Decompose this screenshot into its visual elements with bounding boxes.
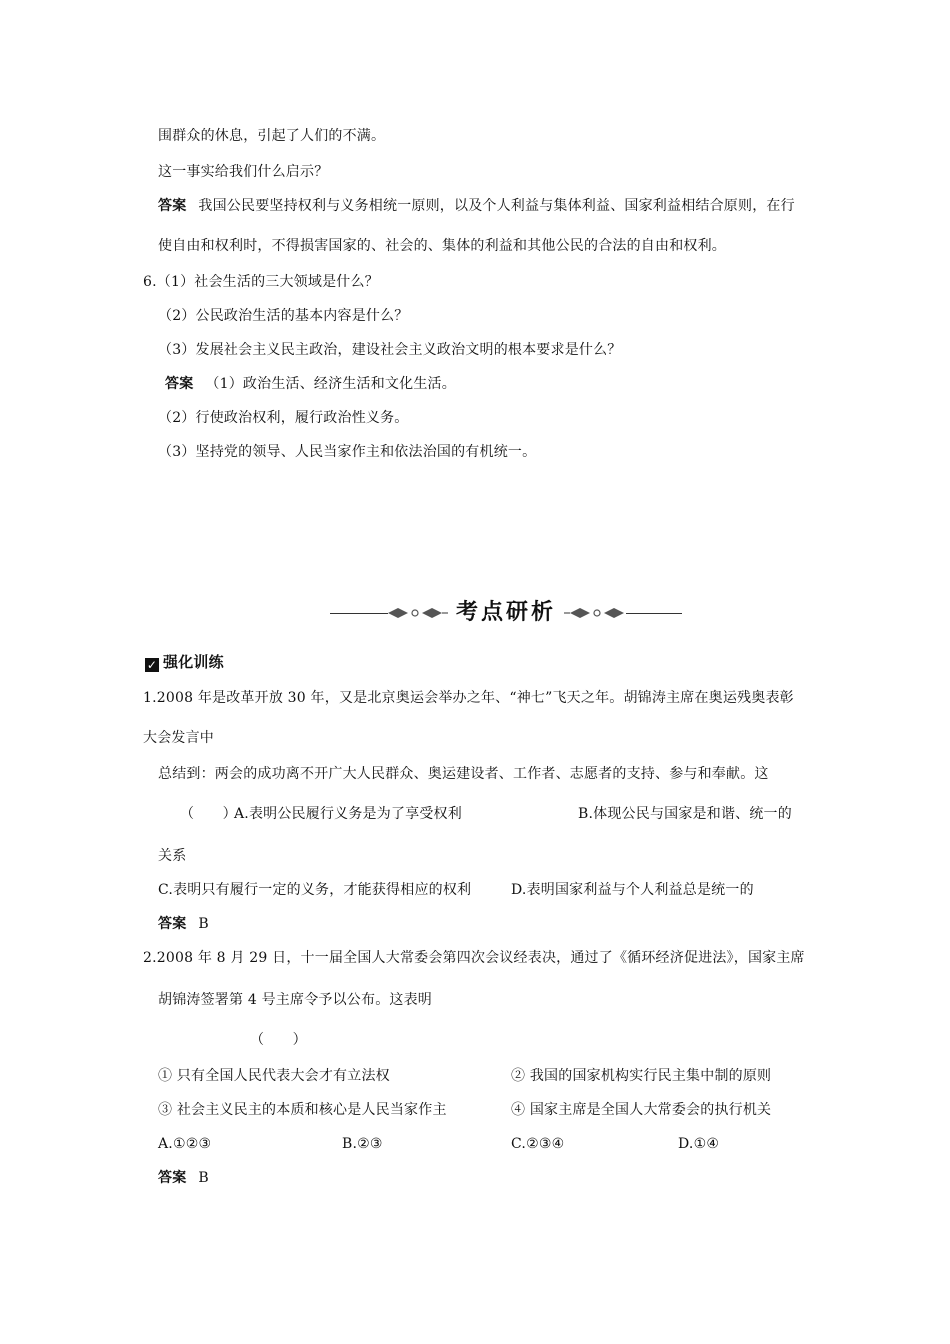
q6-part2: （2）公民政治生活的基本内容是什么？ — [158, 308, 409, 324]
ex2-option-a: A.①②③ — [158, 1136, 212, 1152]
ex1-line2: 大会发言中 — [143, 730, 214, 746]
q6-part1: 6.（1）社会生活的三大领域是什么？ — [143, 274, 379, 290]
answer-value: B — [198, 1170, 209, 1186]
question-text: 这一事实给我们什么启示？ — [158, 164, 329, 180]
answer-text: 我国公民要坚持权利与义务相统一原则，以及个人利益与集体利益、国家利益相结合原则，在行 — [198, 198, 795, 214]
ex1-option-b: B.体现公民与国家是和谐、统一的 — [578, 806, 792, 822]
answer-text-cont: 使自由和权利时，不得损害国家的、社会的、集体的利益和其他公民的合法的自由和权利。 — [158, 238, 726, 254]
ex2-statement-2: ② 我国的国家机构实行民主集中制的原则 — [511, 1068, 772, 1084]
q6-answer-3: （3）坚持党的领导、人民当家作主和依法治国的有机统一。 — [158, 444, 537, 460]
ex2-bracket: （ ） — [250, 1032, 307, 1048]
q6-answer-2: （2）行使政治权利，履行政治性义务。 — [158, 410, 409, 426]
q6-part3: （3）发展社会主义民主政治，建设社会主义政治文明的根本要求是什么？ — [158, 342, 622, 358]
section-title: 考点研析 — [455, 600, 556, 625]
ex1-line3: 总结到：两会的成功离不开广大人民群众、奥运建设者、工作者、志愿者的支持、参与和奉献。这 — [158, 766, 769, 782]
ex2-statement-3: ③ 社会主义民主的本质和核心是人民当家作主 — [158, 1102, 447, 1118]
ex2-option-b: B.②③ — [342, 1136, 383, 1152]
ex2-line1: 2.2008 年 8 月 29 日，十一届全国人大常委会第四次会议经表决，通过了《循环经济促进法》，国家主席 — [143, 950, 805, 966]
check-box-icon: ✓ — [146, 658, 158, 672]
header-rule-right — [626, 613, 682, 614]
answer-value: B — [198, 916, 209, 932]
ex1-answer — [158, 914, 209, 934]
ex2-option-d: D.①④ — [678, 1136, 720, 1152]
answer-label: 答案 — [165, 376, 194, 392]
ex2-statement-1: ① 只有全国人民代表大会才有立法权 — [158, 1068, 390, 1084]
ex1-option-a: A.表明公民履行义务是为了享受权利 — [234, 806, 462, 822]
q6-answer-line — [165, 374, 456, 394]
answer-label: 答案 — [158, 1170, 187, 1186]
ex1-bracket: （ ） — [180, 806, 237, 822]
ex1-line1: 1.2008 年是改革开放 30 年，又是北京奥运会举办之年、“神七”飞天之年。胡锦涛主席在奥运残奥表彰 — [143, 690, 794, 706]
answer-label: 答案 — [158, 916, 187, 932]
answer-label: 答案 — [158, 198, 187, 214]
ex2-option-c: C.②③④ — [511, 1136, 565, 1152]
answer-line — [158, 196, 795, 216]
subheading-text: 强化训练 — [163, 653, 224, 671]
paragraph-line: 围群众的休息，引起了人们的不满。 — [158, 128, 386, 144]
ex1-option-d: D.表明国家利益与个人利益总是统一的 — [511, 882, 754, 898]
ex2-line2: 胡锦涛签署第 4 号主席令予以公布。这表明 — [158, 992, 433, 1008]
ex2-statement-4: ④ 国家主席是全国人大常委会的执行机关 — [511, 1102, 772, 1118]
header-rule-left — [330, 613, 388, 614]
section-header — [330, 598, 682, 628]
ex1-option-c: C.表明只有履行一定的义务，才能获得相应的权利 — [158, 882, 472, 898]
ornament-right-icon — [564, 604, 626, 622]
q6-answer-1: （1）政治生活、经济生活和文化生活。 — [205, 376, 456, 392]
ex1-option-b-cont: 关系 — [158, 848, 187, 864]
ex2-answer — [158, 1168, 209, 1188]
ornament-left-icon — [386, 604, 448, 622]
subheading — [145, 652, 224, 672]
